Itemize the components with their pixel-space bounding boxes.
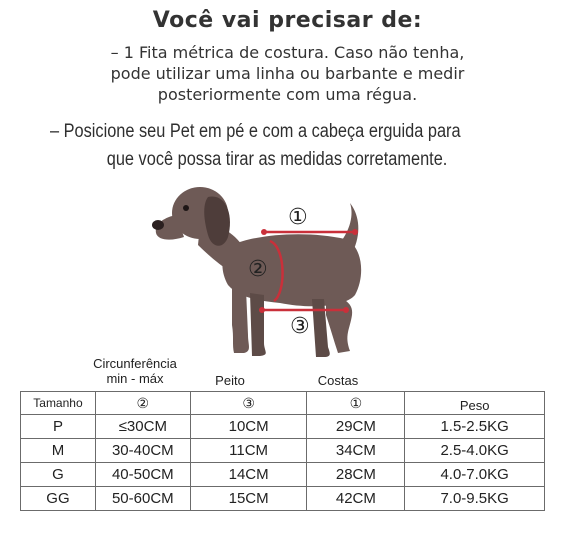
intro-text	[0, 42, 575, 105]
size-table	[20, 391, 545, 511]
cell-chest: 15CM	[190, 487, 307, 511]
cell-weight: 2.5-4.0KG	[405, 439, 545, 463]
cell-circumference: 50-60CM	[95, 487, 190, 511]
table-row	[21, 415, 545, 439]
cell-chest: 11CM	[190, 439, 307, 463]
intro-line: posteriormente com uma régua.	[157, 85, 418, 104]
table-row	[21, 439, 545, 463]
instruction-line: – Posicione seu Pet em pé e com a cabeça erguida para	[50, 121, 461, 142]
cell-circumference: 40-50CM	[95, 463, 190, 487]
cell-size: M	[21, 439, 96, 463]
cell-size: GG	[21, 487, 96, 511]
header-back: Costas	[317, 373, 359, 388]
table-header-row	[21, 392, 545, 415]
cell-back: 28CM	[307, 463, 405, 487]
cell-back: 29CM	[307, 415, 405, 439]
header-weight	[405, 392, 545, 415]
cell-back: 42CM	[307, 487, 405, 511]
cell-circumference: 30-40CM	[95, 439, 190, 463]
cell-weight: 7.0-9.5KG	[405, 487, 545, 511]
instruction-text	[50, 118, 480, 174]
cell-chest: 10CM	[190, 415, 307, 439]
cell-circumference: ≤30CM	[95, 415, 190, 439]
cell-back: 34CM	[307, 439, 405, 463]
cell-chest: 14CM	[190, 463, 307, 487]
marker-chest: ③	[290, 314, 310, 339]
header-chest: Peito	[215, 373, 245, 388]
cell-size: P	[21, 415, 96, 439]
dog-leg-rear	[326, 293, 352, 353]
header-size: Tamanho	[21, 392, 96, 415]
cell-weight: 4.0-7.0KG	[405, 463, 545, 487]
header-circumference	[80, 356, 190, 386]
page-title: Você vai precisar de:	[152, 8, 423, 33]
dog-eye	[183, 205, 189, 211]
header-back-marker: ①	[307, 392, 405, 415]
header-circumference-marker: ②	[95, 392, 190, 415]
header-circumference-label: Circunferência	[93, 356, 177, 371]
header-chest-marker: ③	[190, 392, 307, 415]
instruction-line: que você possa tirar as medidas corretamente.	[106, 149, 448, 170]
dog-leg-front-back	[250, 293, 266, 356]
cell-weight: 1.5-2.5KG	[405, 415, 545, 439]
header-circumference-range: min - máx	[106, 371, 164, 386]
header-weight-label: Peso	[459, 398, 490, 413]
dog-leg-front	[232, 287, 249, 353]
dog-measurement-diagram	[140, 175, 390, 365]
table-row	[21, 463, 545, 487]
marker-circumference: ②	[248, 257, 268, 282]
marker-back: ①	[288, 205, 308, 230]
cell-size: G	[21, 463, 96, 487]
intro-line: pode utilizar uma linha ou barbante e medir	[110, 64, 465, 83]
table-row	[21, 487, 545, 511]
dog-nose	[152, 220, 164, 230]
intro-line: – 1 Fita métrica de costura. Caso não tenha,	[110, 43, 465, 62]
